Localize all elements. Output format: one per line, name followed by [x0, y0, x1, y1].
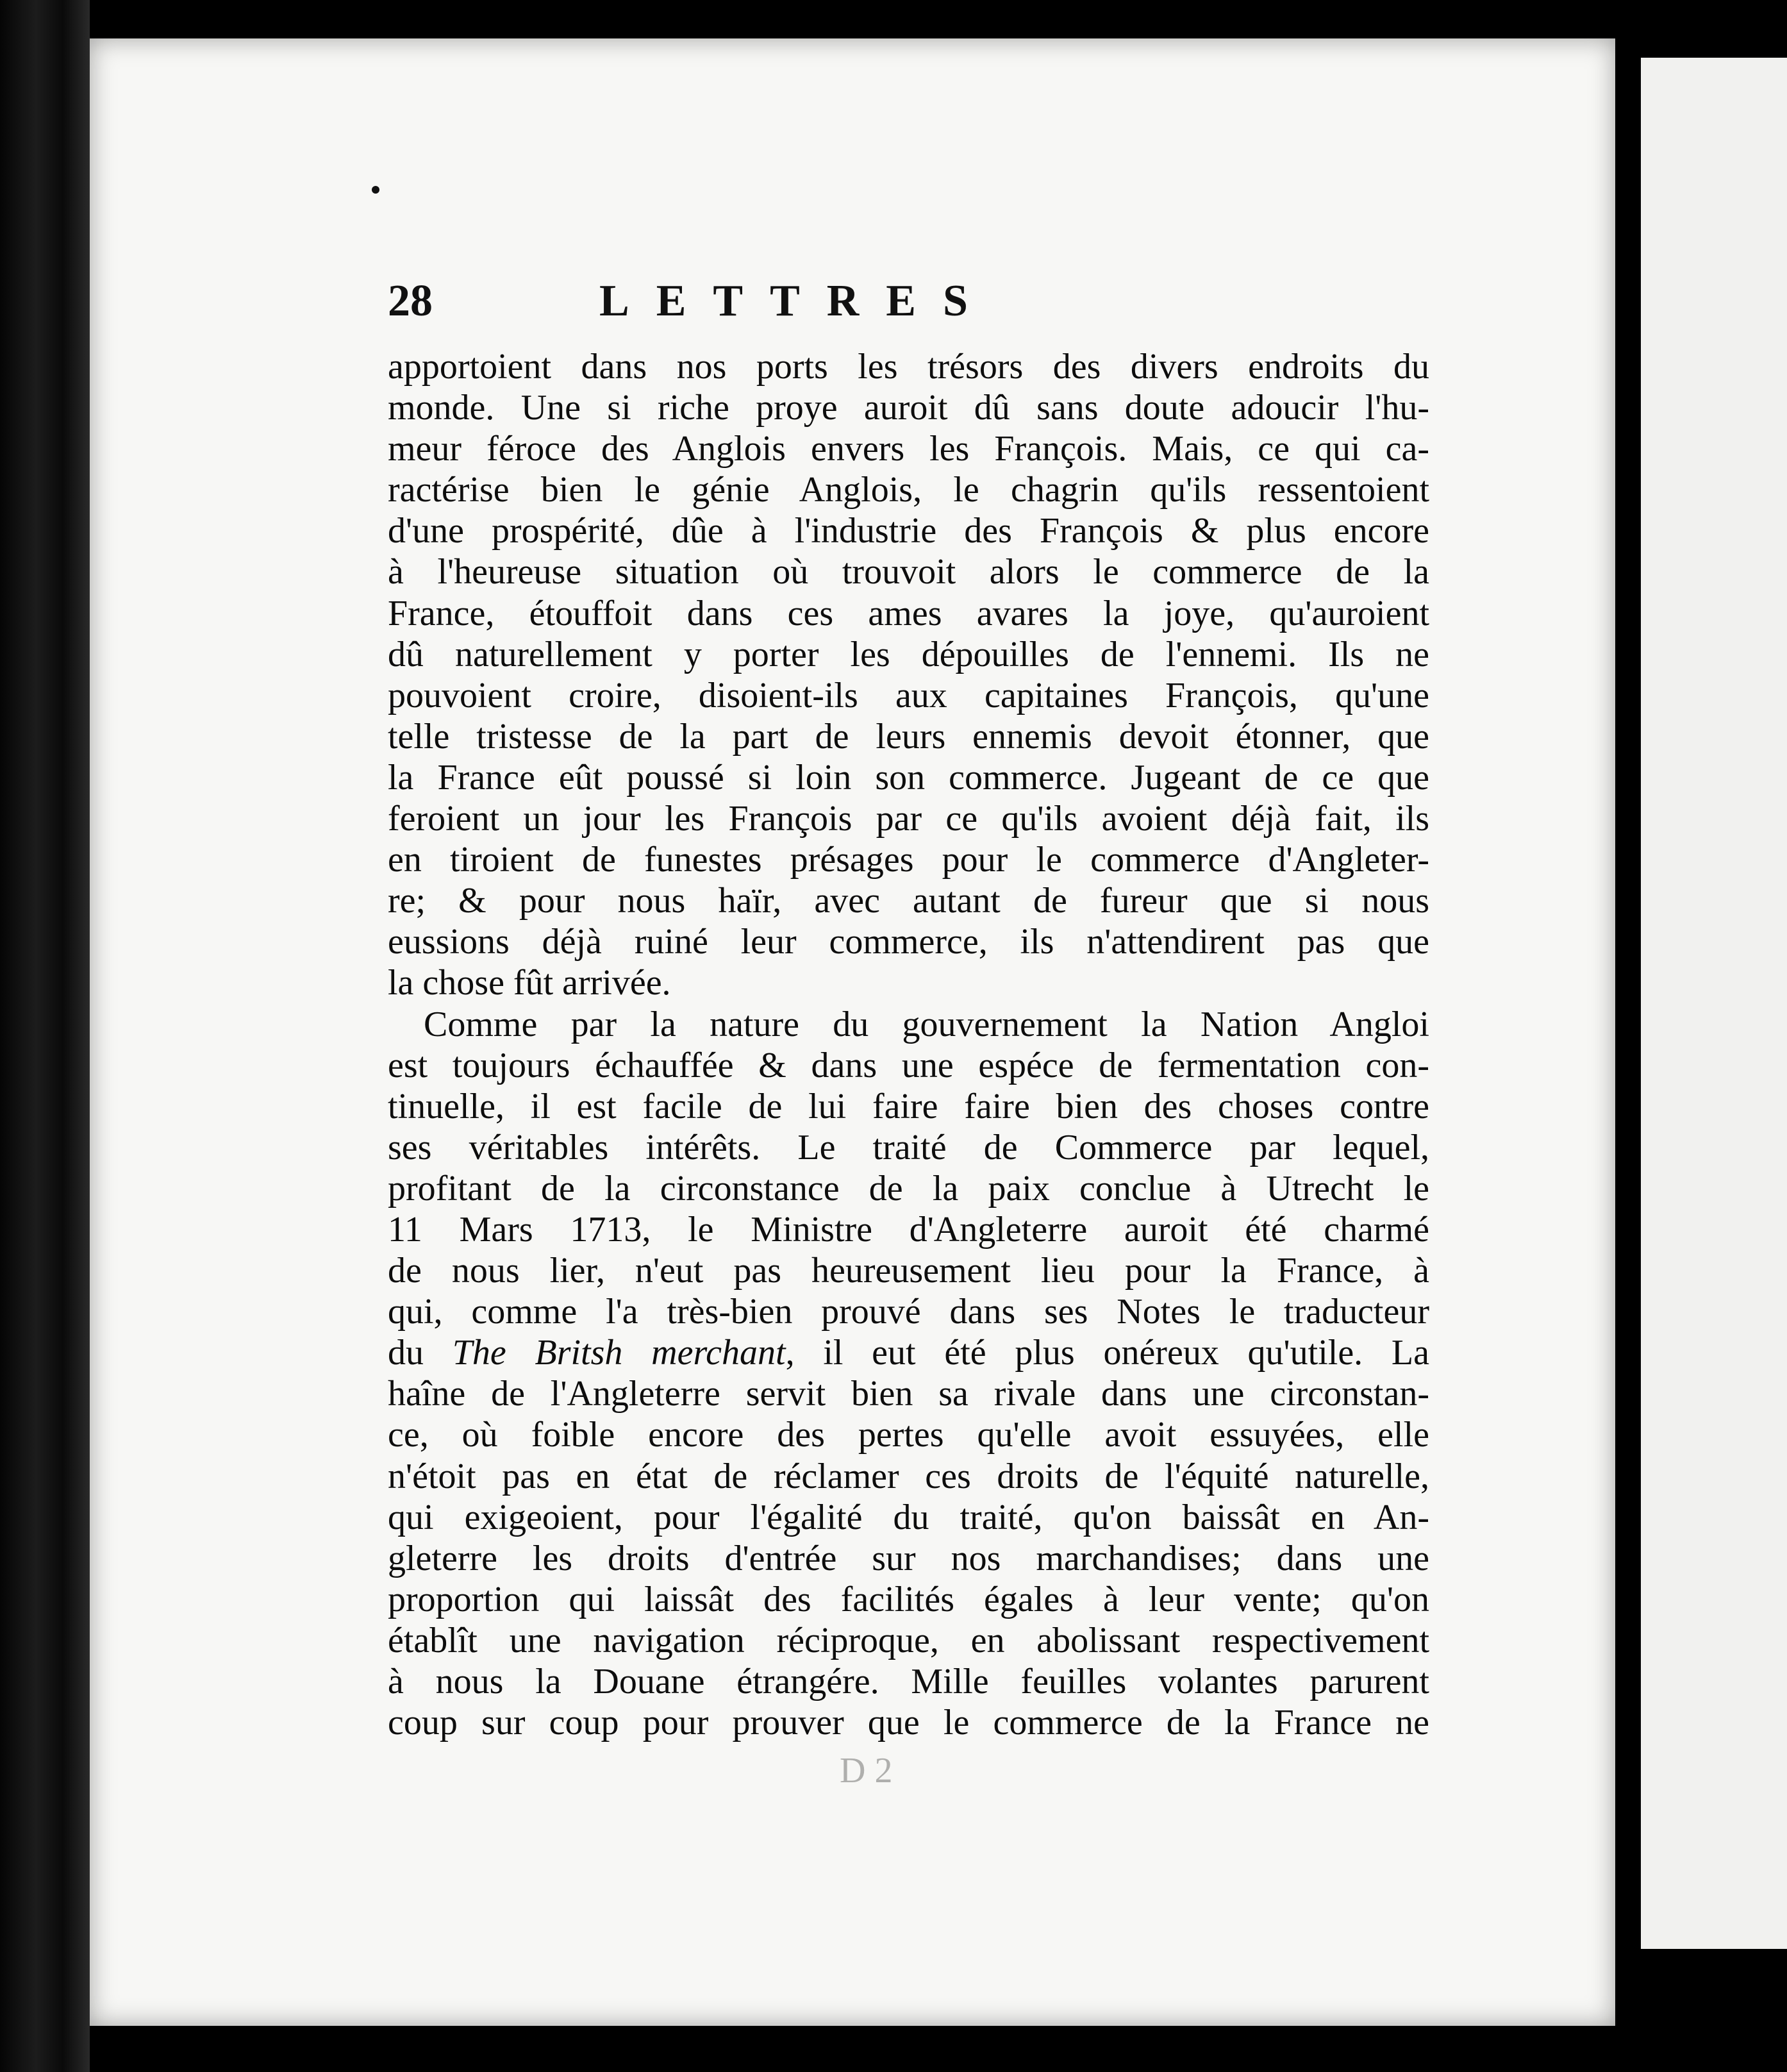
text-line: ractérise bien le génie Anglois, le chagrin qu'ils ressentoient [388, 470, 1429, 510]
text-line: tinuelle, il est facile de lui faire faire bien des choses contre [388, 1086, 1429, 1126]
text-line: en tiroient de funestes présages pour le commerce d'Angleter- [388, 840, 1429, 880]
text-line: re; & pour nous haïr, avec autant de fureur que si nous [388, 881, 1429, 921]
text-line: France, étouffoit dans ces ames avares la joye, qu'auroient [388, 593, 1429, 633]
text-line: ce, où foible encore des pertes qu'elle avoit essuyées, elle [388, 1415, 1429, 1455]
text-line: qui, comme l'a très-bien prouvé dans ses Notes le traducteur [388, 1292, 1429, 1332]
text-line: est toujours échauffée & dans une espéce de fermentation con- [388, 1045, 1429, 1085]
adjacent-page-edge [1641, 58, 1787, 1949]
text-line: la chose fût arrivée. [388, 963, 671, 1003]
text-line: eussions déjà ruiné leur commerce, ils n'attendirent pas que [388, 922, 1429, 962]
book-binding-edge [0, 0, 90, 2072]
text-line: la France eût poussé si loin son commerce. Jugeant de ce que [388, 757, 1429, 798]
text-line: Comme par la nature du gouvernement la Nation Angloi [424, 1004, 1429, 1044]
text-line: gleterre les droits d'entrée sur nos marchandises; dans une [388, 1538, 1429, 1578]
text-line: coup sur coup pour prouver que le commerce de la France ne [388, 1703, 1429, 1743]
text-line: qui exigeoient, pour l'égalité du traité, qu'on baissât en An- [388, 1497, 1429, 1537]
text-line: ses véritables intérêts. Le traité de Commerce par lequel, [388, 1127, 1429, 1167]
text-line: monde. Une si riche proye auroit dû sans doute adoucir l'hu- [388, 388, 1429, 428]
signature-mark: D 2 [840, 1751, 893, 1791]
text-line: haîne de l'Angleterre servit bien sa rivale dans une circonstan- [388, 1374, 1429, 1414]
text-line: feroient un jour les François par ce qu'ils avoient déjà fait, ils [388, 799, 1429, 839]
text-line: pouvoient croire, disoient-ils aux capitaines François, qu'une [388, 675, 1429, 715]
page-number: 28 [388, 276, 433, 326]
text-line: meur féroce des Anglois envers les François. Mais, ce qui ca- [388, 429, 1429, 469]
text-line: dû naturellement y porter les dépouilles de l'ennemi. Ils ne [388, 634, 1429, 674]
text-line: du The Britsh merchant, il eut été plus onéreux qu'utile. La [388, 1333, 1429, 1373]
text-line: n'étoit pas en état de réclamer ces droits de l'équité naturelle, [388, 1456, 1429, 1496]
page-header [388, 276, 1157, 327]
text-line: établît une navigation réciproque, en abolissant respectivement [388, 1620, 1429, 1660]
text-line: apportoient dans nos ports les trésors des divers endroits du [388, 347, 1429, 387]
text-line: telle tristesse de la part de leurs ennemis devoit étonner, que [388, 716, 1429, 756]
text-line: à nous la Douane étrangére. Mille feuilles volantes parurent [388, 1662, 1429, 1701]
text-line: profitant de la circonstance de la paix conclue à Utrecht le [388, 1168, 1429, 1208]
text-line: proportion qui laissât des facilités égales à leur vente; qu'on [388, 1579, 1429, 1619]
text-line: d'une prospérité, dûe à l'industrie des François & plus encore [388, 511, 1429, 551]
body-text [388, 346, 1429, 1743]
running-title: LETTRES [599, 276, 995, 326]
text-line: 11 Mars 1713, le Ministre d'Angleterre auroit été charmé [388, 1209, 1429, 1249]
text-line: à l'heureuse situation où trouvoit alors le commerce de la [388, 552, 1429, 592]
text-line: de nous lier, n'eut pas heureusement lieu pour la France, à [388, 1251, 1429, 1291]
italic-title: The Britsh merchant [452, 1333, 786, 1373]
ink-speck [372, 186, 379, 194]
